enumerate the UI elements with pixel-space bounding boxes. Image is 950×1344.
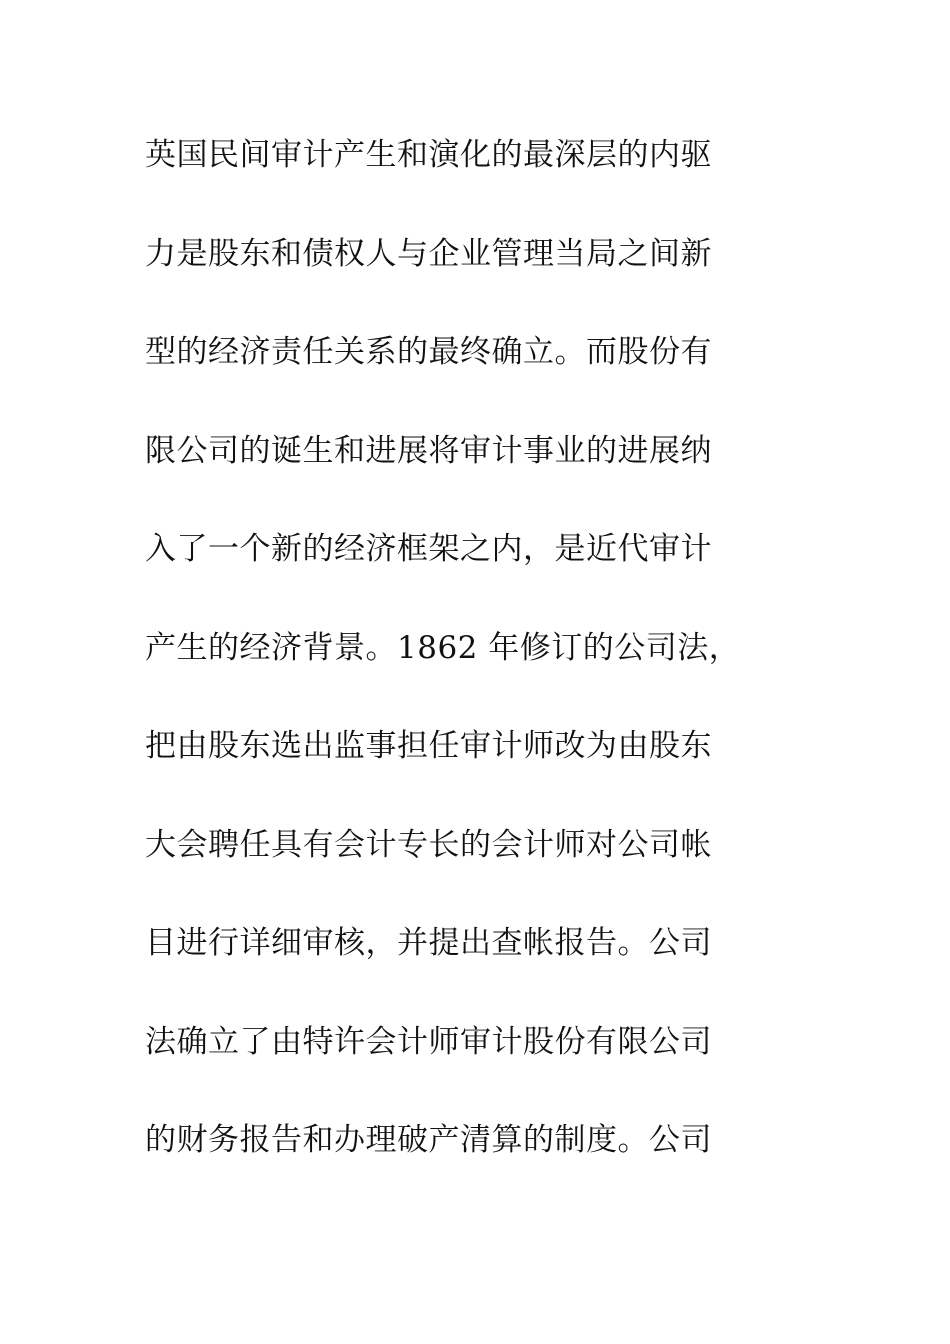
text-line-6: 产生的经济背景。1862 年修订的公司法， (145, 629, 741, 666)
text-line-5: 入了一个新的经济框架之内，是近代审计 (145, 531, 712, 567)
text-line-9: 目进行详细审核，并提出查帐报告。公司 (145, 925, 712, 961)
text-line-8: 大会聘任具有会计专长的会计师对公司帐 (145, 826, 712, 863)
body-paragraph (145, 127, 785, 1211)
text-line-11: 的财务报告和办理破产清算的制度。公司 (145, 1122, 712, 1158)
text-line-2: 力是股东和债权人与企业管理当局之间新 (145, 235, 712, 272)
text-line-4: 限公司的诞生和进展将审计事业的进展纳 (145, 432, 712, 469)
text-line-7: 把由股东选出监事担任审计师改为由股东 (145, 728, 712, 764)
text-line-10: 法确立了由特许会计师审计股份有限公司 (145, 1023, 712, 1060)
text-line-1: 英国民间审计产生和演化的最深层的内驱 (145, 137, 712, 173)
text-line-3: 型的经济责任关系的最终确立。而股份有 (145, 334, 712, 370)
